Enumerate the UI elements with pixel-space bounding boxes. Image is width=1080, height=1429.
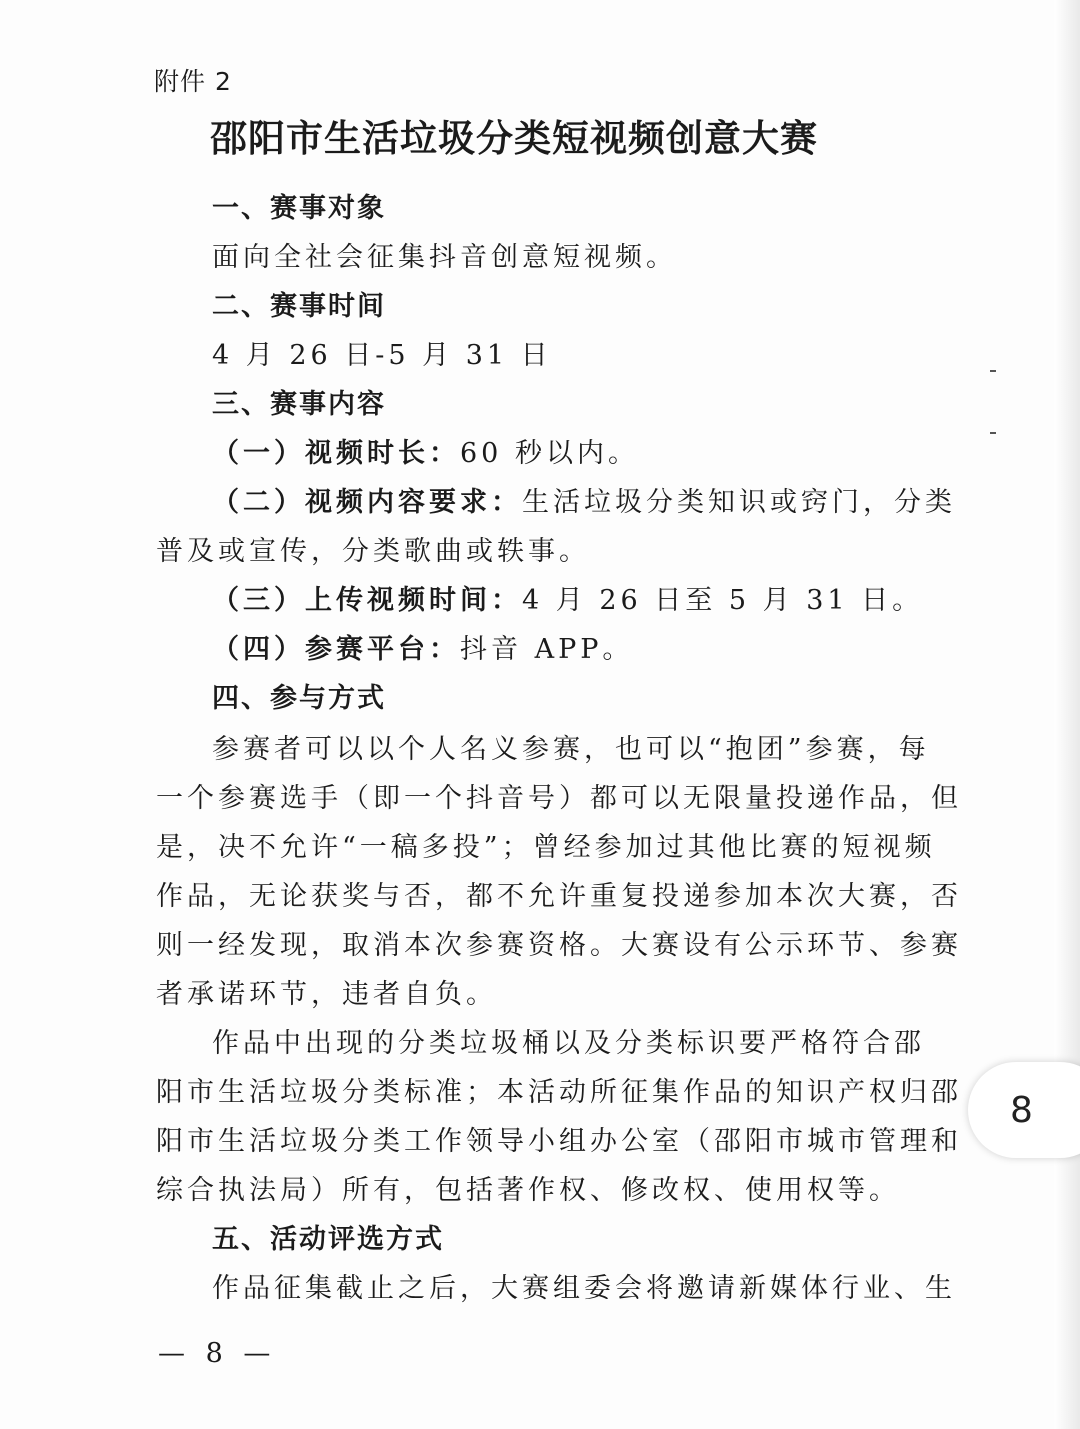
item-text: 抖音 APP。	[460, 634, 634, 665]
paragraph-line: 阳市生活垃圾分类工作领导小组办公室（邵阳市城市管理和	[156, 1126, 962, 1157]
list-item	[212, 627, 633, 666]
item-text: 4 月 26 日至 5 月 31 日。	[522, 585, 924, 616]
paragraph-line: 是，决不允许“一稿多投”；曾经参加过其他比赛的短视频	[156, 832, 936, 863]
scan-mark	[990, 432, 996, 434]
scan-mark	[990, 370, 996, 372]
paragraph-line: 作品，无论获奖与否，都不允许重复投递参加本次大赛，否	[156, 881, 962, 912]
paragraph-line: 作品中出现的分类垃圾桶以及分类标识要严格符合邵	[212, 1028, 925, 1059]
section-heading: 四、参与方式	[212, 683, 386, 714]
page-edge-shadow	[1054, 0, 1080, 1429]
paragraph-line: 综合执法局）所有，包括著作权、修改权、使用权等。	[156, 1175, 900, 1206]
section-heading: 一、赛事对象	[212, 193, 386, 224]
item-label: （二）视频内容要求：	[212, 487, 522, 518]
paragraph-line: 4 月 26 日-5 月 31 日	[212, 340, 552, 371]
section-heading: 五、活动评选方式	[212, 1224, 444, 1255]
paragraph-line: 一个参赛选手（即一个抖音号）都可以无限量投递作品，但	[156, 783, 962, 814]
item-label: （四）参赛平台：	[212, 634, 460, 665]
page-number: — 8 —	[158, 1338, 277, 1369]
item-text: 生活垃圾分类知识或窍门，分类	[522, 487, 956, 518]
paragraph-line: 阳市生活垃圾分类标准；本活动所征集作品的知识产权归邵	[156, 1077, 962, 1108]
paragraph-line: 则一经发现，取消本次参赛资格。大赛设有公示环节、参赛	[156, 930, 962, 961]
paragraph-line: 面向全社会征集抖音创意短视频。	[212, 242, 677, 273]
section-heading: 三、赛事内容	[212, 389, 386, 420]
attachment-label: 附件 2	[154, 67, 232, 96]
paragraph-line: 者承诺环节，违者自负。	[156, 979, 497, 1010]
item-label: （一）视频时长：	[212, 438, 460, 469]
item-text: 60 秒以内。	[460, 438, 639, 469]
item-label: （三）上传视频时间：	[212, 585, 522, 616]
document-title: 邵阳市生活垃圾分类短视频创意大赛	[210, 117, 818, 160]
paragraph-line: 作品征集截止之后，大赛组委会将邀请新媒体行业、生	[212, 1273, 956, 1304]
section-heading: 二、赛事时间	[212, 291, 386, 322]
list-item	[212, 480, 956, 519]
page-indicator-number: 8	[1010, 1089, 1033, 1131]
page-indicator-badge[interactable]	[968, 1062, 1080, 1158]
paragraph-line: 普及或宣传，分类歌曲或轶事。	[156, 536, 590, 567]
list-item	[212, 431, 639, 470]
list-item	[212, 578, 923, 617]
paragraph-line: 参赛者可以以个人名义参赛，也可以“抱团”参赛，每	[212, 734, 930, 765]
